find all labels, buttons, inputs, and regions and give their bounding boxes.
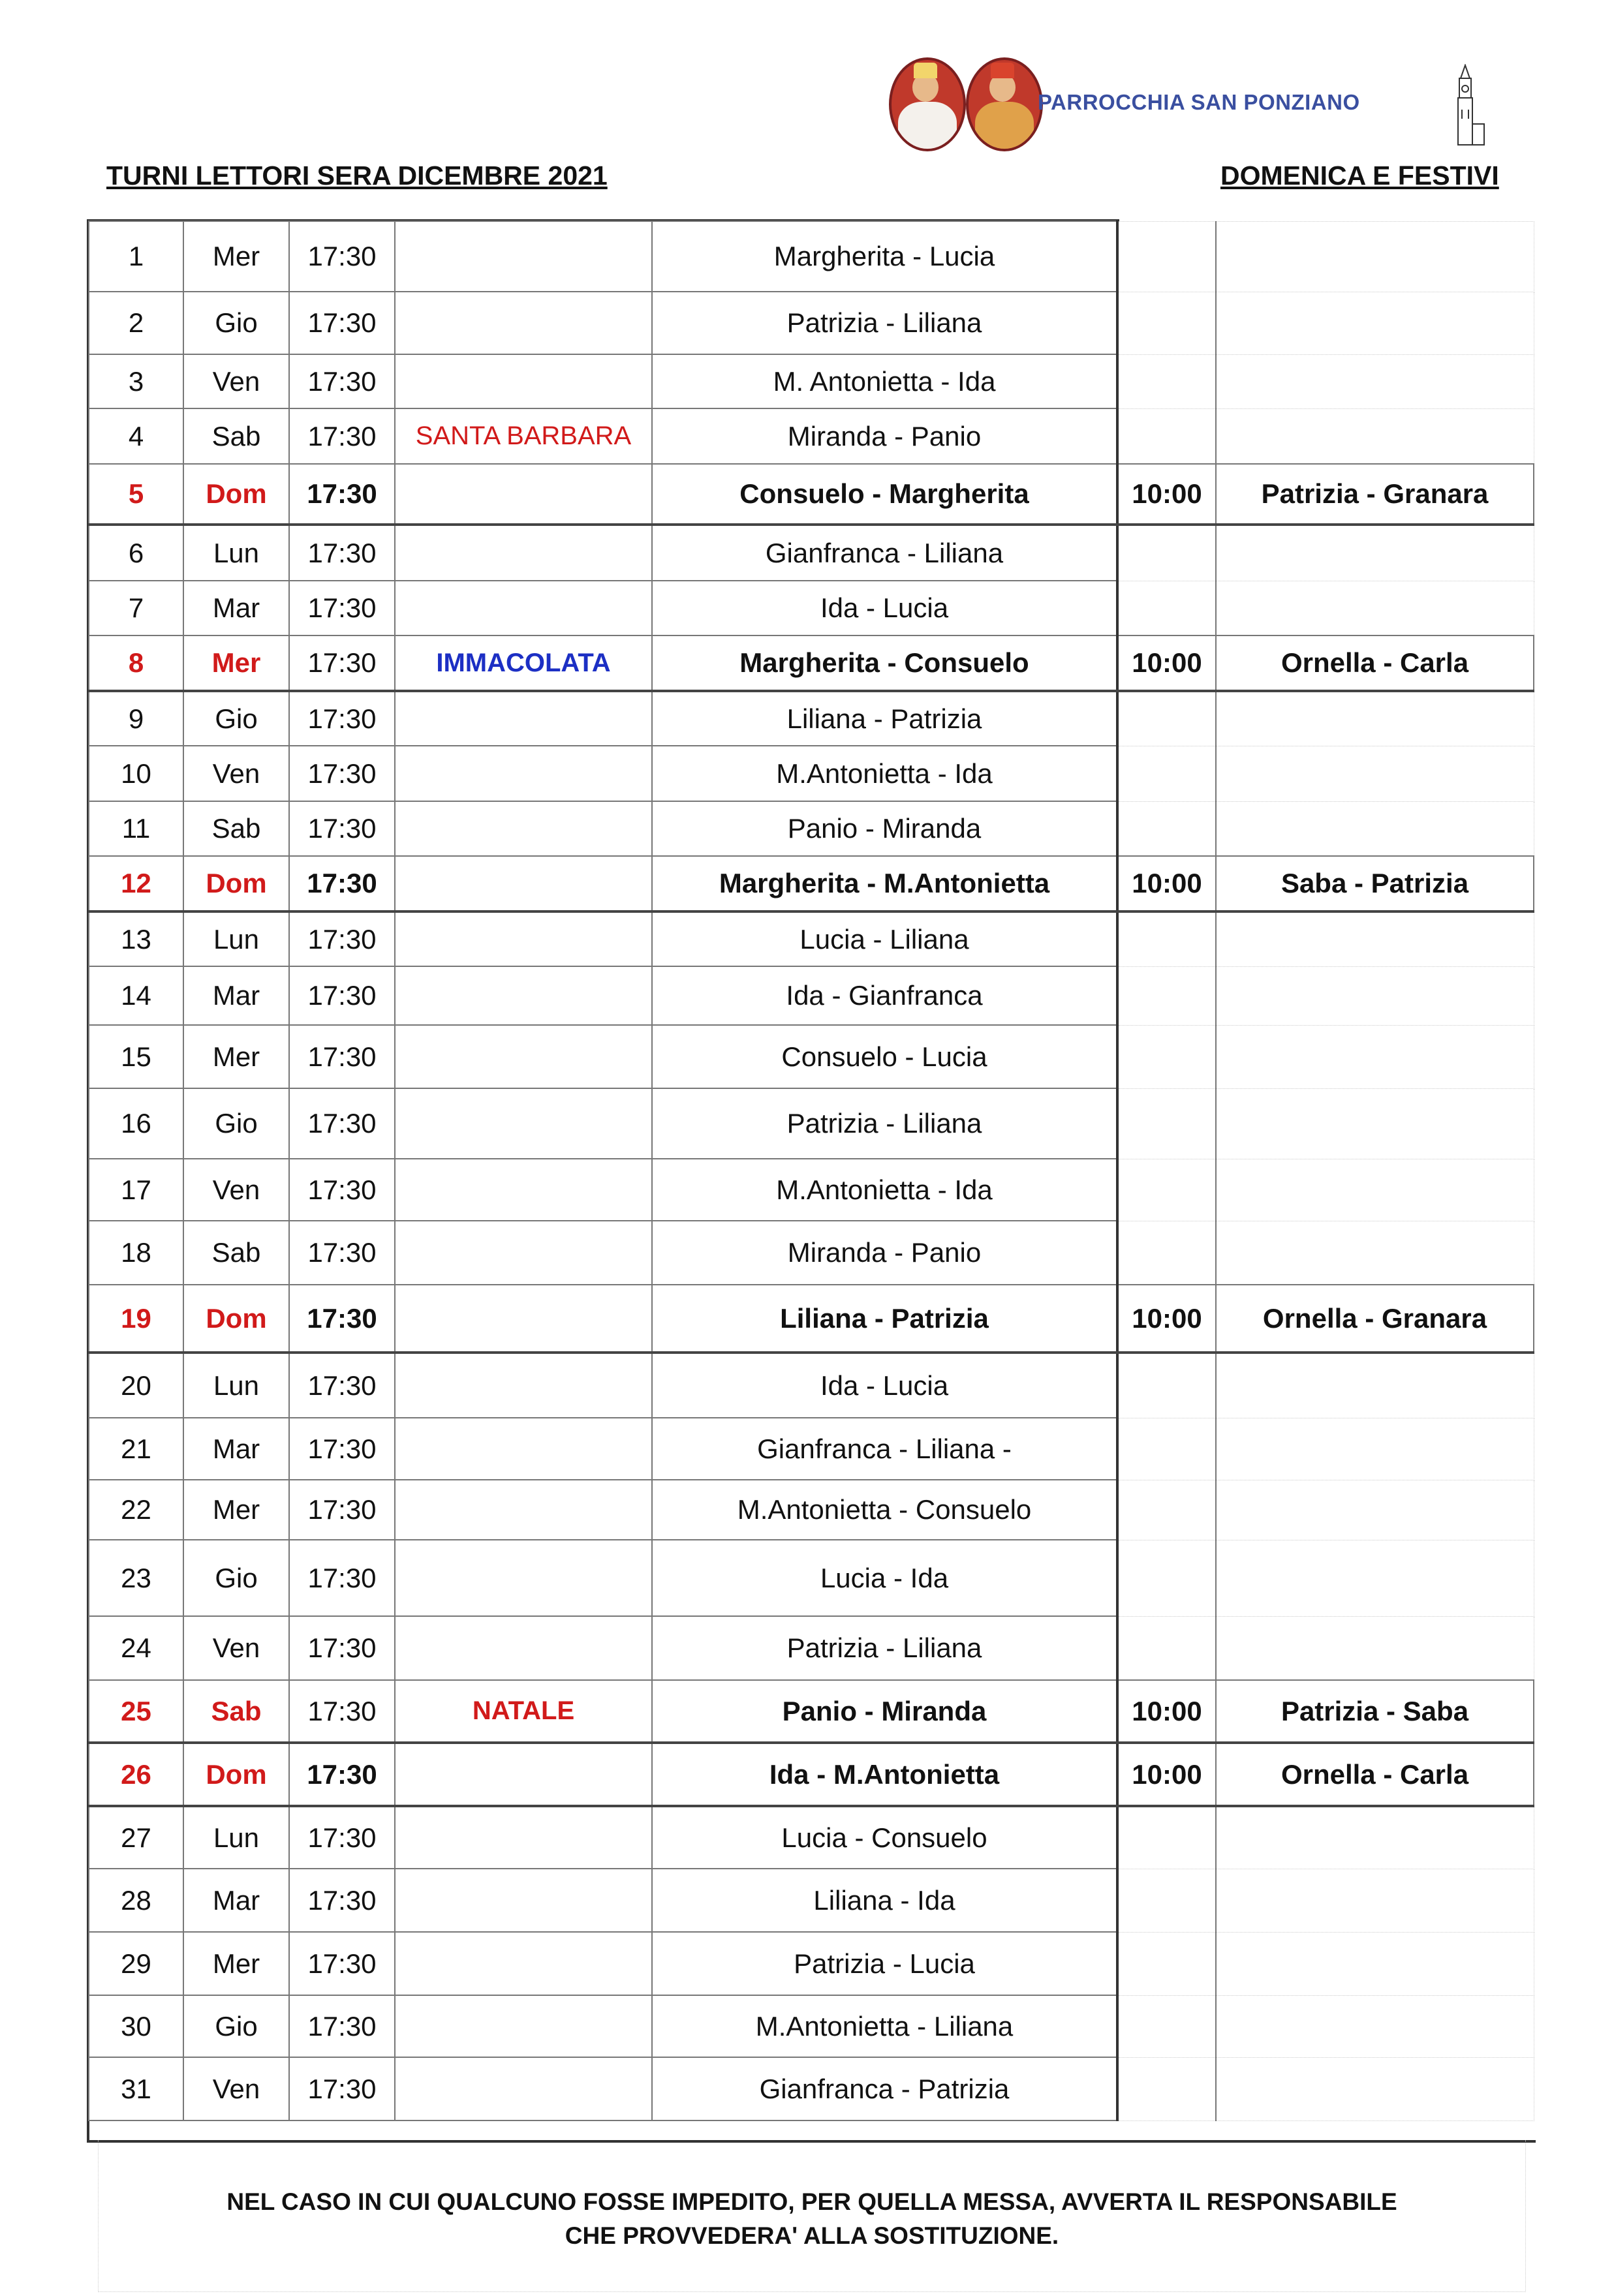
- evening-readers-cell: Lucia - Ida: [652, 1540, 1117, 1616]
- evening-time-cell: 17:30: [289, 1680, 395, 1743]
- weekday-cell: Mar: [183, 1869, 289, 1932]
- schedule-row: [89, 1025, 1534, 1088]
- bell-tower-icon: [1444, 64, 1487, 147]
- weekday-cell: Mar: [183, 581, 289, 635]
- evening-time-cell: 17:30: [289, 1480, 395, 1540]
- weekday-cell: Mer: [183, 1932, 289, 1995]
- saint-medallion-icon: [889, 57, 966, 151]
- evening-time-cell: 17:30: [289, 1418, 395, 1480]
- morning-time-cell: [1117, 691, 1216, 746]
- day-cell: 31: [89, 2057, 183, 2120]
- feast-cell: [395, 966, 652, 1025]
- feast-cell: [395, 221, 652, 292]
- schedule-row: [89, 746, 1534, 801]
- morning-readers-cell: [1216, 1480, 1534, 1540]
- evening-readers-cell: M.Antonietta - Ida: [652, 1159, 1117, 1221]
- day-cell: 24: [89, 1616, 183, 1680]
- schedule-row: [89, 966, 1534, 1025]
- day-cell: 14: [89, 966, 183, 1025]
- evening-readers-cell: Ida - Lucia: [652, 1353, 1117, 1418]
- feast-cell: [395, 1088, 652, 1159]
- feast-cell: [395, 2057, 652, 2120]
- day-cell: 7: [89, 581, 183, 635]
- morning-time-cell: [1117, 1540, 1216, 1616]
- morning-time-cell: [1117, 801, 1216, 856]
- day-cell: 6: [89, 525, 183, 581]
- evening-time-cell: 17:30: [289, 1869, 395, 1932]
- feast-cell: [395, 1869, 652, 1932]
- parish-name: PARROCCHIA SAN PONZIANO: [1038, 90, 1360, 114]
- weekday-cell: Sab: [183, 801, 289, 856]
- evening-readers-cell: Panio - Miranda: [652, 801, 1117, 856]
- weekday-cell: Sab: [183, 1221, 289, 1285]
- evening-time-cell: 17:30: [289, 911, 395, 966]
- morning-readers-cell: Ornella - Granara: [1216, 1285, 1534, 1353]
- morning-time-cell: [1117, 1480, 1216, 1540]
- evening-readers-cell: M.Antonietta - Consuelo: [652, 1480, 1117, 1540]
- weekday-cell: Dom: [183, 1285, 289, 1353]
- morning-readers-cell: [1216, 1088, 1534, 1159]
- morning-readers-cell: [1216, 408, 1534, 464]
- schedule-row: [89, 1743, 1534, 1806]
- morning-readers-cell: [1216, 1616, 1534, 1680]
- parish-logo: [889, 57, 1509, 149]
- evening-time-cell: 17:30: [289, 464, 395, 525]
- morning-readers-cell: [1216, 525, 1534, 581]
- weekday-cell: Mer: [183, 221, 289, 292]
- day-cell: 1: [89, 221, 183, 292]
- morning-readers-cell: [1216, 1353, 1534, 1418]
- evening-time-cell: 17:30: [289, 408, 395, 464]
- morning-readers-cell: Saba - Patrizia: [1216, 856, 1534, 911]
- day-cell: 11: [89, 801, 183, 856]
- evening-readers-cell: Miranda - Panio: [652, 1221, 1117, 1285]
- evening-readers-cell: Miranda - Panio: [652, 408, 1117, 464]
- evening-readers-cell: Lucia - Liliana: [652, 911, 1117, 966]
- schedule-row: [89, 1159, 1534, 1221]
- feast-cell: [395, 746, 652, 801]
- evening-readers-cell: Patrizia - Liliana: [652, 1088, 1117, 1159]
- weekday-cell: Ven: [183, 2057, 289, 2120]
- feast-cell: [395, 856, 652, 911]
- evening-readers-cell: M.Antonietta - Liliana: [652, 1995, 1117, 2057]
- day-cell: 25: [89, 1680, 183, 1743]
- morning-time-cell: [1117, 221, 1216, 292]
- morning-time-cell: 10:00: [1117, 635, 1216, 691]
- morning-time-cell: [1117, 911, 1216, 966]
- morning-time-cell: [1117, 581, 1216, 635]
- feast-cell: [395, 1995, 652, 2057]
- evening-readers-cell: Patrizia - Liliana: [652, 1616, 1117, 1680]
- schedule-row: [89, 1680, 1534, 1743]
- schedule-row: [89, 1806, 1534, 1869]
- morning-readers-cell: Ornella - Carla: [1216, 1743, 1534, 1806]
- day-cell: 30: [89, 1995, 183, 2057]
- evening-readers-cell: Margherita - M.Antonietta: [652, 856, 1117, 911]
- day-cell: 10: [89, 746, 183, 801]
- morning-readers-cell: [1216, 581, 1534, 635]
- feast-cell: [395, 1540, 652, 1616]
- evening-readers-cell: Margherita - Consuelo: [652, 635, 1117, 691]
- morning-readers-cell: [1216, 911, 1534, 966]
- schedule-row: [89, 1285, 1534, 1353]
- evening-readers-cell: Patrizia - Liliana: [652, 292, 1117, 354]
- evening-readers-cell: M. Antonietta - Ida: [652, 354, 1117, 408]
- feast-cell: [395, 911, 652, 966]
- evening-time-cell: 17:30: [289, 1540, 395, 1616]
- morning-time-cell: [1117, 408, 1216, 464]
- morning-time-cell: [1117, 2057, 1216, 2120]
- morning-readers-cell: Ornella - Carla: [1216, 635, 1534, 691]
- weekday-cell: Lun: [183, 911, 289, 966]
- morning-time-cell: [1117, 1869, 1216, 1932]
- feast-cell: [395, 1480, 652, 1540]
- schedule-row: [89, 581, 1534, 635]
- evening-time-cell: 17:30: [289, 691, 395, 746]
- evening-time-cell: 17:30: [289, 1806, 395, 1869]
- morning-readers-cell: [1216, 1869, 1534, 1932]
- evening-readers-cell: Gianfranca - Patrizia: [652, 2057, 1117, 2120]
- day-cell: 2: [89, 292, 183, 354]
- schedule-row: [89, 292, 1534, 354]
- weekday-cell: Sab: [183, 408, 289, 464]
- day-cell: 3: [89, 354, 183, 408]
- weekday-cell: Dom: [183, 464, 289, 525]
- schedule-row: [89, 1869, 1534, 1932]
- schedule-row: [89, 354, 1534, 408]
- feast-cell: NATALE: [395, 1680, 652, 1743]
- evening-time-cell: 17:30: [289, 1743, 395, 1806]
- morning-readers-cell: [1216, 292, 1534, 354]
- morning-time-cell: [1117, 1418, 1216, 1480]
- evening-time-cell: 17:30: [289, 801, 395, 856]
- schedule-row: [89, 1353, 1534, 1418]
- morning-time-cell: [1117, 1353, 1216, 1418]
- day-cell: 20: [89, 1353, 183, 1418]
- weekday-cell: Mer: [183, 635, 289, 691]
- morning-readers-cell: [1216, 1540, 1534, 1616]
- weekday-cell: Mar: [183, 966, 289, 1025]
- weekday-cell: Ven: [183, 354, 289, 408]
- morning-readers-cell: [1216, 691, 1534, 746]
- schedule-row: [89, 221, 1534, 292]
- schedule-row: [89, 1995, 1534, 2057]
- schedule-row: [89, 525, 1534, 581]
- morning-time-cell: [1117, 1932, 1216, 1995]
- evening-readers-cell: Ida - Gianfranca: [652, 966, 1117, 1025]
- schedule-row: [89, 464, 1534, 525]
- evening-readers-cell: Ida - M.Antonietta: [652, 1743, 1117, 1806]
- evening-time-cell: 17:30: [289, 221, 395, 292]
- evening-time-cell: 17:30: [289, 292, 395, 354]
- day-cell: 4: [89, 408, 183, 464]
- schedule-row: [89, 1480, 1534, 1540]
- feast-cell: [395, 1159, 652, 1221]
- schedule-row: [89, 635, 1534, 691]
- feast-cell: [395, 1616, 652, 1680]
- weekday-cell: Ven: [183, 1159, 289, 1221]
- feast-cell: [395, 1025, 652, 1088]
- evening-readers-cell: Lucia - Consuelo: [652, 1806, 1117, 1869]
- feast-cell: [395, 1743, 652, 1806]
- morning-readers-cell: [1216, 1806, 1534, 1869]
- footer-line-2: CHE PROVVEDERA' ALLA SOSTITUZIONE.: [565, 2222, 1059, 2249]
- morning-time-cell: [1117, 1159, 1216, 1221]
- day-cell: 8: [89, 635, 183, 691]
- evening-time-cell: 17:30: [289, 1353, 395, 1418]
- feast-cell: IMMACOLATA: [395, 635, 652, 691]
- footer-line-1: NEL CASO IN CUI QUALCUNO FOSSE IMPEDITO, PER QUELLA MESSA, AVVERTA IL RESPONSABILE: [226, 2188, 1397, 2215]
- evening-readers-cell: Liliana - Ida: [652, 1869, 1117, 1932]
- weekday-cell: Dom: [183, 1743, 289, 1806]
- day-cell: 18: [89, 1221, 183, 1285]
- morning-readers-cell: [1216, 1159, 1534, 1221]
- morning-time-cell: [1117, 1995, 1216, 2057]
- day-cell: 12: [89, 856, 183, 911]
- weekday-cell: Mer: [183, 1025, 289, 1088]
- morning-time-cell: [1117, 966, 1216, 1025]
- schedule-row: [89, 1221, 1534, 1285]
- day-cell: 23: [89, 1540, 183, 1616]
- weekday-cell: Gio: [183, 1088, 289, 1159]
- evening-readers-cell: Consuelo - Lucia: [652, 1025, 1117, 1088]
- schedule-title: TURNI LETTORI SERA DICEMBRE 2021: [106, 161, 608, 191]
- evening-time-cell: 17:30: [289, 581, 395, 635]
- weekday-cell: Gio: [183, 1540, 289, 1616]
- morning-time-cell: [1117, 1221, 1216, 1285]
- sundays-holidays-title: DOMENICA E FESTIVI: [1220, 161, 1499, 191]
- weekday-cell: Mar: [183, 1418, 289, 1480]
- schedule-row: [89, 1540, 1534, 1616]
- feast-cell: SANTA BARBARA: [395, 408, 652, 464]
- feast-cell: [395, 581, 652, 635]
- day-cell: 5: [89, 464, 183, 525]
- evening-time-cell: 17:30: [289, 1995, 395, 2057]
- evening-time-cell: 17:30: [289, 966, 395, 1025]
- morning-time-cell: [1117, 746, 1216, 801]
- day-cell: 16: [89, 1088, 183, 1159]
- feast-cell: [395, 1418, 652, 1480]
- evening-time-cell: 17:30: [289, 1088, 395, 1159]
- weekday-cell: Ven: [183, 1616, 289, 1680]
- day-cell: 22: [89, 1480, 183, 1540]
- weekday-cell: Sab: [183, 1680, 289, 1743]
- weekday-cell: Gio: [183, 292, 289, 354]
- morning-time-cell: 10:00: [1117, 1285, 1216, 1353]
- feast-cell: [395, 1221, 652, 1285]
- schedule-row: [89, 1088, 1534, 1159]
- feast-cell: [395, 1285, 652, 1353]
- evening-time-cell: 17:30: [289, 746, 395, 801]
- day-cell: 29: [89, 1932, 183, 1995]
- feast-cell: [395, 464, 652, 525]
- feast-cell: [395, 1353, 652, 1418]
- feast-cell: [395, 801, 652, 856]
- evening-readers-cell: Panio - Miranda: [652, 1680, 1117, 1743]
- feast-cell: [395, 1932, 652, 1995]
- footer-note: [98, 2140, 1526, 2292]
- weekday-cell: Gio: [183, 691, 289, 746]
- morning-readers-cell: [1216, 2057, 1534, 2120]
- schedule-row: [89, 1932, 1534, 1995]
- evening-time-cell: 17:30: [289, 525, 395, 581]
- morning-readers-cell: [1216, 801, 1534, 856]
- evening-time-cell: 17:30: [289, 1159, 395, 1221]
- morning-readers-cell: [1216, 1995, 1534, 2057]
- schedule-row: [89, 2057, 1534, 2120]
- feast-cell: [395, 292, 652, 354]
- evening-time-cell: 17:30: [289, 856, 395, 911]
- feast-cell: [395, 1806, 652, 1869]
- day-cell: 9: [89, 691, 183, 746]
- morning-time-cell: 10:00: [1117, 464, 1216, 525]
- evening-time-cell: 17:30: [289, 1616, 395, 1680]
- evening-readers-cell: Patrizia - Lucia: [652, 1932, 1117, 1995]
- day-cell: 17: [89, 1159, 183, 1221]
- weekday-cell: Lun: [183, 525, 289, 581]
- morning-readers-cell: Patrizia - Granara: [1216, 464, 1534, 525]
- evening-time-cell: 17:30: [289, 354, 395, 408]
- weekday-cell: Gio: [183, 1995, 289, 2057]
- evening-readers-cell: M.Antonietta - Ida: [652, 746, 1117, 801]
- schedule-row: [89, 911, 1534, 966]
- evening-readers-cell: Ida - Lucia: [652, 581, 1117, 635]
- evening-time-cell: 17:30: [289, 1285, 395, 1353]
- schedule-row: [89, 801, 1534, 856]
- day-cell: 13: [89, 911, 183, 966]
- morning-readers-cell: [1216, 354, 1534, 408]
- morning-readers-cell: [1216, 1221, 1534, 1285]
- schedule-row: [89, 856, 1534, 911]
- evening-readers-cell: Liliana - Patrizia: [652, 1285, 1117, 1353]
- evening-time-cell: 17:30: [289, 1025, 395, 1088]
- day-cell: 26: [89, 1743, 183, 1806]
- morning-readers-cell: [1216, 966, 1534, 1025]
- morning-time-cell: [1117, 525, 1216, 581]
- morning-time-cell: [1117, 1088, 1216, 1159]
- day-cell: 28: [89, 1869, 183, 1932]
- evening-time-cell: 17:30: [289, 1221, 395, 1285]
- day-cell: 19: [89, 1285, 183, 1353]
- morning-readers-cell: Patrizia - Saba: [1216, 1680, 1534, 1743]
- morning-readers-cell: [1216, 746, 1534, 801]
- weekday-cell: Dom: [183, 856, 289, 911]
- morning-readers-cell: [1216, 1418, 1534, 1480]
- saint-medallion-icon: [966, 57, 1043, 151]
- feast-cell: [395, 525, 652, 581]
- morning-time-cell: 10:00: [1117, 1680, 1216, 1743]
- weekday-cell: Lun: [183, 1806, 289, 1869]
- evening-time-cell: 17:30: [289, 635, 395, 691]
- feast-cell: [395, 354, 652, 408]
- evening-readers-cell: Liliana - Patrizia: [652, 691, 1117, 746]
- morning-time-cell: [1117, 1806, 1216, 1869]
- evening-readers-cell: Gianfranca - Liliana: [652, 525, 1117, 581]
- evening-readers-cell: Consuelo - Margherita: [652, 464, 1117, 525]
- day-cell: 27: [89, 1806, 183, 1869]
- evening-readers-cell: Gianfranca - Liliana -: [652, 1418, 1117, 1480]
- day-cell: 21: [89, 1418, 183, 1480]
- schedule-row: [89, 1616, 1534, 1680]
- morning-readers-cell: [1216, 1025, 1534, 1088]
- schedule-table: [88, 221, 1534, 2121]
- morning-time-cell: [1117, 354, 1216, 408]
- evening-time-cell: 17:30: [289, 2057, 395, 2120]
- weekday-cell: Ven: [183, 746, 289, 801]
- schedule-row: [89, 1418, 1534, 1480]
- evening-readers-cell: Margherita - Lucia: [652, 221, 1117, 292]
- day-cell: 15: [89, 1025, 183, 1088]
- schedule-row: [89, 408, 1534, 464]
- weekday-cell: Lun: [183, 1353, 289, 1418]
- morning-readers-cell: [1216, 1932, 1534, 1995]
- schedule-row: [89, 691, 1534, 746]
- feast-cell: [395, 691, 652, 746]
- morning-time-cell: [1117, 1025, 1216, 1088]
- morning-time-cell: [1117, 292, 1216, 354]
- morning-readers-cell: [1216, 221, 1534, 292]
- evening-time-cell: 17:30: [289, 1932, 395, 1995]
- weekday-cell: Mer: [183, 1480, 289, 1540]
- morning-time-cell: 10:00: [1117, 856, 1216, 911]
- morning-time-cell: [1117, 1616, 1216, 1680]
- morning-time-cell: 10:00: [1117, 1743, 1216, 1806]
